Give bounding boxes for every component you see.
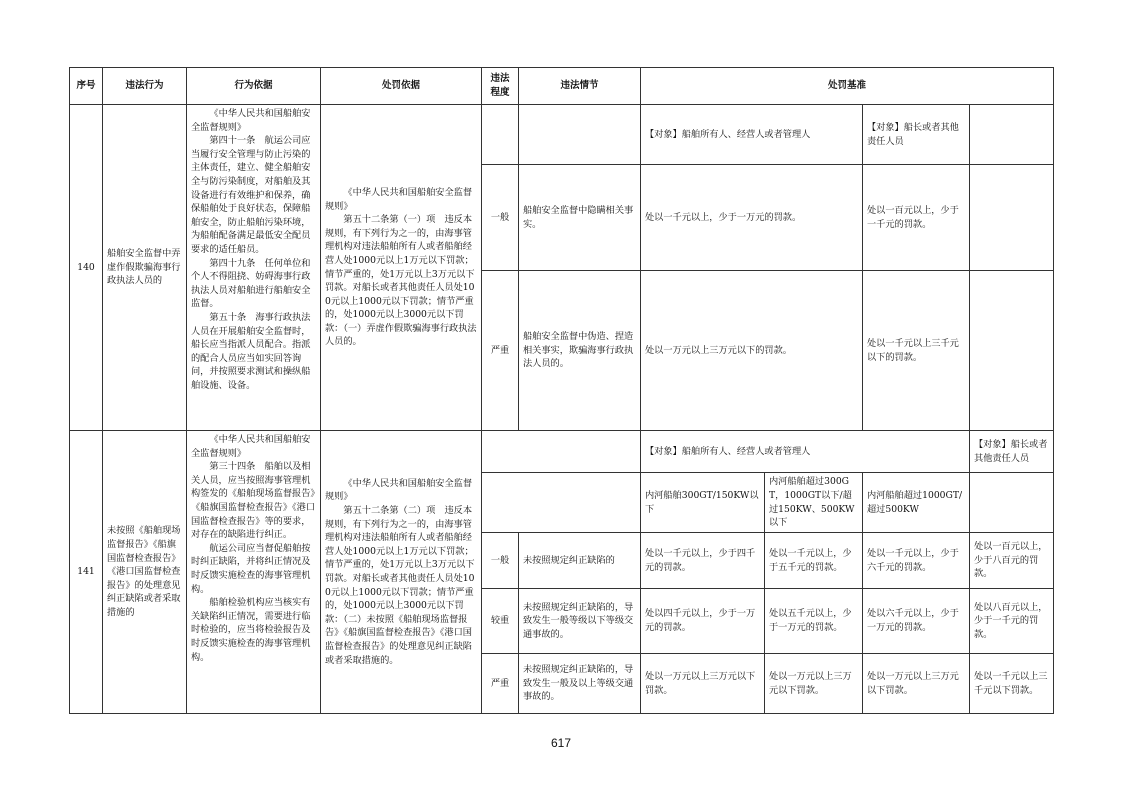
empty-cell xyxy=(970,105,1054,165)
header-penalty-basis: 处罚依据 xyxy=(321,68,482,105)
header-row xyxy=(70,68,1054,105)
table-row xyxy=(70,431,1054,473)
degree-serious: 严重 xyxy=(482,271,519,431)
degree-general: 一般 xyxy=(482,533,519,589)
basis-title: 《中华人民共和国船舶安全监督规则》 xyxy=(191,108,311,133)
object-owner: 【对象】船舶所有人、经营人或者管理人 xyxy=(641,105,863,165)
object-master: 【对象】船长或者其他责任人员 xyxy=(863,105,970,165)
degree-serious: 严重 xyxy=(482,654,519,714)
standard-large-heavier: 处以六千元以上，少于一万元的罚款。 xyxy=(863,589,970,654)
standard-master-general: 处以一百元以上，少于八百元的罚款。 xyxy=(970,533,1054,589)
row-140-violation: 船舶安全监督中弄虚作假欺骗海事行政执法人员的 xyxy=(103,105,187,431)
penalty-standard-table xyxy=(69,67,1054,714)
basis-article: 航运公司应当督促船舶按时纠正缺陷，并将纠正情况及时反馈实施检查的海事管理机构。 xyxy=(191,542,311,595)
header-violation: 违法行为 xyxy=(103,68,187,105)
table-row xyxy=(70,105,1054,165)
header-basis: 行为依据 xyxy=(187,68,321,105)
circumstance-serious: 未按照规定纠正缺陷的，导致发生一般及以上等级交通事故的。 xyxy=(519,654,641,714)
row-141-violation: 未按照《船舶现场监督报告》《船旗国监督检查报告》《港口国监督检查报告》的处理意见纠正缺陷或者采取措施的 xyxy=(103,431,187,714)
standard-master-serious: 处以一千元以上三千元以下的罚款。 xyxy=(863,271,970,431)
standard-owner-serious: 处以一万元以上三万元以下的罚款。 xyxy=(641,271,863,431)
page-number: 617 xyxy=(550,736,572,750)
penalty-basis-title: 《中华人民共和国船舶安全监督规则》 xyxy=(325,477,473,503)
circumstance-serious: 船舶安全监督中伪造、捏造相关事实，欺骗海事行政执法人员的。 xyxy=(519,271,641,431)
object-master: 【对象】船长或者其他责任人员 xyxy=(970,431,1054,473)
row-140-basis xyxy=(187,105,321,431)
standard-master-general: 处以一百元以上，少于一千元的罚款。 xyxy=(863,165,970,271)
header-seq: 序号 xyxy=(70,68,103,105)
basis-article: 第五十条 海事行政执法人员在开展船舶安全监督时，船长应当指派人员配合。指派的配合人员应当如实回答询问，并按照要求测试和操纵船舶设施、设备。 xyxy=(191,311,311,391)
standard-small-serious: 处以一万元以上三万元以下罚款。 xyxy=(641,654,765,714)
row-140-seq: 140 xyxy=(70,105,103,431)
object-owner: 【对象】船舶所有人、经营人或者管理人 xyxy=(641,431,970,473)
tonnage-medium: 内河船舶超过300GT，1000GT以下/超过150KW、500KW以下 xyxy=(765,473,863,533)
header-standard: 处罚基准 xyxy=(641,68,1054,105)
row-140-penalty-basis xyxy=(321,105,482,431)
empty-cell xyxy=(970,165,1054,271)
standard-medium-serious: 处以一万元以上三万元以下罚款。 xyxy=(765,654,863,714)
standard-medium-heavier: 处以五千元以上，少于一万元的罚款。 xyxy=(765,589,863,654)
tonnage-large: 内河船舶超过1000GT/超过500KW xyxy=(863,473,970,533)
standard-master-heavier: 处以八百元以上，少于一千元的罚款。 xyxy=(970,589,1054,654)
circumstance-general: 船舶安全监督中隐瞒相关事实。 xyxy=(519,165,641,271)
row-141-basis xyxy=(187,431,321,714)
basis-article: 第四十一条 航运公司应当履行安全管理与防止污染的主体责任，建立、健全船舶安全与防污染制度，对船舶及其设备进行有效维护和保养，确保船舶处于良好状态，保障船舶安全，防止船舶污染环境，为船舶配备满足最低安全配员要求的适任船员。 xyxy=(191,135,311,255)
standard-owner-general: 处以一千元以上，少于一万元的罚款。 xyxy=(641,165,863,271)
penalty-basis-title: 《中华人民共和国船舶安全监督规则》 xyxy=(325,186,473,212)
basis-article: 第四十九条 任何单位和个人不得阻挠、妨碍海事行政执法人员对船舶进行船舶安全监督。 xyxy=(191,257,311,310)
empty-cell xyxy=(519,105,641,165)
basis-article: 第三十四条 船舶以及相关人员，应当按照海事管理机构签发的《船舶现场监督报告》《船旗国监督检查报告》《港口国监督检查报告》等的要求，对存在的缺陷进行纠正。 xyxy=(191,461,316,541)
basis-article: 船舶检验机构应当核实有关缺陷纠正情况，需要进行临时检验的，应当将检验报告及时反馈实施检查的海事管理机构。 xyxy=(191,597,311,663)
header-circumstance: 违法情节 xyxy=(519,68,641,105)
standard-large-serious: 处以一万元以上三万元以下罚款。 xyxy=(863,654,970,714)
penalty-basis-article: 第五十二条第（二）项 违反本规则，有下列行为之一的，由海事管理机构对违法船舶所有人或者船舶经营人处1000元以上1万元以下罚款；情节严重的，处1万元以上3万元以下罚款。对船长或者其他责任人员处100元以上1000元以下罚款；情节严重的，处1000元以上3000元以下罚款：（二）未按照《船舶现场监督报告》《船旗国监督检查报告》《港口国监督检查报告》的处理意见纠正缺陷或者采取措施的。 xyxy=(325,505,475,666)
penalty-basis-article: 第五十二条第（一）项 违反本规则，有下列行为之一的，由海事管理机构对违法船舶所有人或者船舶经营人处1000元以上1万元以下罚款；情节严重的，处1万元以上3万元以下罚款。对船长或者其他责任人员处100元以上1000元以下罚款；情节严重的，处1000元以上3000元以下罚款：（一）弄虚作假欺骗海事行政执法人员的。 xyxy=(325,214,477,348)
row-141-penalty-basis xyxy=(321,431,482,714)
basis-title: 《中华人民共和国船舶安全监督规则》 xyxy=(191,434,311,459)
standard-medium-general: 处以一千元以上，少于五千元的罚款。 xyxy=(765,533,863,589)
standard-master-serious: 处以一千元以上三千元以下罚款。 xyxy=(970,654,1054,714)
row-141-seq: 141 xyxy=(70,431,103,714)
empty-cell xyxy=(482,431,641,473)
degree-general: 一般 xyxy=(482,165,519,271)
tonnage-small: 内河船舶300GT/150KW以下 xyxy=(641,473,765,533)
empty-cell xyxy=(482,105,519,165)
header-degree: 违法程度 xyxy=(482,68,519,105)
degree-heavier: 较重 xyxy=(482,589,519,654)
standard-large-general: 处以一千元以上，少于六千元的罚款。 xyxy=(863,533,970,589)
circumstance-general: 未按照规定纠正缺陷的 xyxy=(519,533,641,589)
standard-small-heavier: 处以四千元以上，少于一万元的罚款。 xyxy=(641,589,765,654)
empty-cell xyxy=(970,271,1054,431)
circumstance-heavier: 未按照规定纠正缺陷的，导致发生一般等级以下等级交通事故的。 xyxy=(519,589,641,654)
empty-cell xyxy=(482,473,641,533)
standard-small-general: 处以一千元以上，少于四千元的罚款。 xyxy=(641,533,765,589)
empty-cell xyxy=(970,473,1054,533)
